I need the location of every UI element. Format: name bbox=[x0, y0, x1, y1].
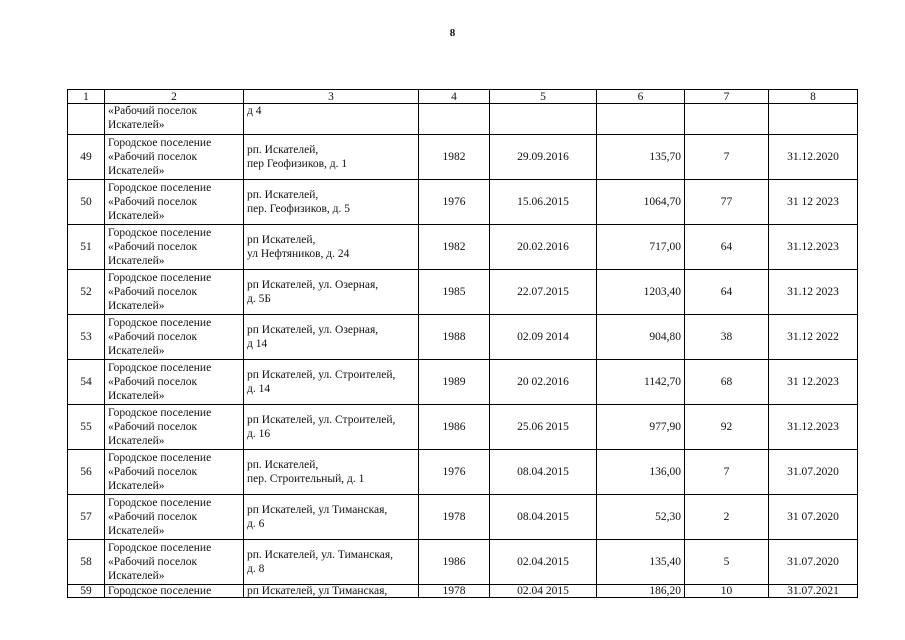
settlement-line: Городское поселение bbox=[108, 137, 212, 149]
cell-address bbox=[244, 450, 419, 495]
address-line: пер. Строительный, д. 1 bbox=[247, 473, 365, 485]
cell-num: 57 bbox=[68, 495, 105, 540]
cell-address bbox=[244, 135, 419, 180]
table-row bbox=[68, 315, 858, 360]
cell-year: 1976 bbox=[419, 450, 490, 495]
settlement-line: Искателей» bbox=[108, 570, 165, 582]
cell-num bbox=[68, 104, 105, 135]
settlement-line: Искателей» bbox=[108, 165, 165, 177]
table-row bbox=[68, 360, 858, 405]
address-line: д. 14 bbox=[247, 383, 271, 395]
cell-settlement bbox=[105, 405, 244, 450]
cell-num: 58 bbox=[68, 540, 105, 585]
settlement-line: «Рабочий поселок bbox=[108, 466, 198, 478]
cell-deadline: 31.12 2023 bbox=[769, 270, 858, 315]
cell-num: 56 bbox=[68, 450, 105, 495]
cell-area: 1203,40 bbox=[597, 270, 685, 315]
settlement-line: Искателей» bbox=[108, 119, 165, 131]
table-row bbox=[68, 495, 858, 540]
column-header-4: 4 bbox=[419, 90, 490, 104]
settlement-line: «Рабочий поселок bbox=[108, 556, 198, 568]
cell-area: 904,80 bbox=[597, 315, 685, 360]
cell-area: 135,40 bbox=[597, 540, 685, 585]
cell-count: 92 bbox=[685, 405, 769, 450]
cell-year: 1982 bbox=[419, 225, 490, 270]
cell-num: 54 bbox=[68, 360, 105, 405]
cell-settlement bbox=[105, 225, 244, 270]
cell-address bbox=[244, 225, 419, 270]
settlement-line: Городское поселение bbox=[108, 542, 212, 554]
settlement-line: Городское поселение bbox=[108, 182, 212, 194]
cell-date: 08.04.2015 bbox=[490, 450, 597, 495]
address-line: рп Искателей, ул Тиманская, bbox=[247, 504, 388, 516]
address-line: рп. Искателей, bbox=[247, 459, 319, 471]
cell-date: 25.06 2015 bbox=[490, 405, 597, 450]
cell-count: 5 bbox=[685, 540, 769, 585]
cell-count: 38 bbox=[685, 315, 769, 360]
cell-settlement bbox=[105, 135, 244, 180]
cell-settlement bbox=[105, 450, 244, 495]
settlement-line: Искателей» bbox=[108, 435, 165, 447]
column-header-3: 3 bbox=[244, 90, 419, 104]
address-line: рп. Искателей, bbox=[247, 189, 319, 201]
table-row-partial bbox=[68, 585, 858, 598]
cell-date: 02.04 2015 bbox=[490, 585, 597, 598]
cell-address bbox=[244, 270, 419, 315]
cell-year: 1982 bbox=[419, 135, 490, 180]
cell-address bbox=[244, 540, 419, 585]
table-header-row bbox=[68, 90, 858, 104]
cell-deadline: 31 07.2020 bbox=[769, 495, 858, 540]
cell-address bbox=[244, 495, 419, 540]
address-line: д. 5Б bbox=[247, 293, 271, 305]
settlement-line: Искателей» bbox=[108, 345, 165, 357]
settlement-line: «Рабочий поселок bbox=[108, 241, 198, 253]
cell-settlement bbox=[105, 104, 244, 135]
housing-registry-table bbox=[67, 89, 858, 598]
address-line: д. 16 bbox=[247, 428, 271, 440]
cell-area: 52,30 bbox=[597, 495, 685, 540]
cell-settlement bbox=[105, 360, 244, 405]
cell-area: 186,20 bbox=[597, 585, 685, 598]
cell-count: 77 bbox=[685, 180, 769, 225]
table-row bbox=[68, 405, 858, 450]
cell-settlement: Городское поселение bbox=[105, 585, 244, 598]
cell-date: 20 02.2016 bbox=[490, 360, 597, 405]
cell-date: 29.09.2016 bbox=[490, 135, 597, 180]
cell-date: 15.06.2015 bbox=[490, 180, 597, 225]
cell-count: 10 bbox=[685, 585, 769, 598]
cell-deadline: 31.07.2020 bbox=[769, 450, 858, 495]
cell-year: 1985 bbox=[419, 270, 490, 315]
address-line: д 14 bbox=[247, 338, 268, 350]
column-header-7: 7 bbox=[685, 90, 769, 104]
address-line: рп Искателей, ул. Строителей, bbox=[247, 414, 396, 426]
address-line: пер. Геофизиков, д. 5 bbox=[247, 203, 350, 215]
cell-count: 64 bbox=[685, 225, 769, 270]
cell-date: 22.07.2015 bbox=[490, 270, 597, 315]
settlement-line: «Рабочий поселок bbox=[108, 105, 198, 117]
cell-area: 977,90 bbox=[597, 405, 685, 450]
settlement-line: Городское поселение bbox=[108, 272, 212, 284]
cell-area: 135,70 bbox=[597, 135, 685, 180]
settlement-line: «Рабочий поселок bbox=[108, 196, 198, 208]
settlement-line: Искателей» bbox=[108, 210, 165, 222]
address-line: рп. Искателей, bbox=[247, 144, 319, 156]
cell-num: 55 bbox=[68, 405, 105, 450]
settlement-line: Городское поселение bbox=[108, 452, 212, 464]
cell-area: 136,00 bbox=[597, 450, 685, 495]
settlement-line: «Рабочий поселок bbox=[108, 286, 198, 298]
cell-year bbox=[419, 104, 490, 135]
address-line: рп Искателей, ул. Строителей, bbox=[247, 369, 396, 381]
cell-count: 7 bbox=[685, 450, 769, 495]
cell-settlement bbox=[105, 540, 244, 585]
table-row bbox=[68, 225, 858, 270]
settlement-line: «Рабочий поселок bbox=[108, 511, 198, 523]
settlement-line: Искателей» bbox=[108, 255, 165, 267]
cell-year: 1978 bbox=[419, 495, 490, 540]
column-header-2: 2 bbox=[105, 90, 244, 104]
cell-year: 1986 bbox=[419, 405, 490, 450]
address-line: пер Геофизиков, д. 1 bbox=[247, 158, 348, 170]
table-row-continuation bbox=[68, 104, 858, 135]
settlement-line: Городское поселение bbox=[108, 317, 212, 329]
cell-deadline: 31.12.2023 bbox=[769, 225, 858, 270]
settlement-line: Городское поселение bbox=[108, 497, 212, 509]
cell-num: 52 bbox=[68, 270, 105, 315]
address-line: д. 6 bbox=[247, 518, 265, 530]
cell-year: 1986 bbox=[419, 540, 490, 585]
cell-deadline: 31.12.2020 bbox=[769, 135, 858, 180]
cell-year: 1988 bbox=[419, 315, 490, 360]
address-line: ул Нефтяников, д. 24 bbox=[247, 248, 350, 260]
table-row bbox=[68, 135, 858, 180]
cell-address bbox=[244, 315, 419, 360]
cell-date bbox=[490, 104, 597, 135]
cell-address bbox=[244, 104, 419, 135]
cell-area: 1064,70 bbox=[597, 180, 685, 225]
cell-address bbox=[244, 180, 419, 225]
cell-num: 53 bbox=[68, 315, 105, 360]
settlement-line: Искателей» bbox=[108, 525, 165, 537]
address-line: рп. Искателей, ул. Тиманская, bbox=[247, 549, 394, 561]
cell-year: 1989 bbox=[419, 360, 490, 405]
cell-deadline: 31.12 2022 bbox=[769, 315, 858, 360]
cell-area: 717,00 bbox=[597, 225, 685, 270]
page-number: 8 bbox=[449, 27, 456, 39]
column-header-1: 1 bbox=[68, 90, 105, 104]
cell-settlement bbox=[105, 315, 244, 360]
settlement-line: Городское поселение bbox=[108, 407, 212, 419]
column-header-8: 8 bbox=[769, 90, 858, 104]
cell-date: 02.04.2015 bbox=[490, 540, 597, 585]
cell-count bbox=[685, 104, 769, 135]
cell-date: 02.09 2014 bbox=[490, 315, 597, 360]
address-line: рп Искателей, ул. Озерная, bbox=[247, 324, 379, 336]
address-line: рп Искателей, ул. Озерная, bbox=[247, 279, 379, 291]
cell-year: 1978 bbox=[419, 585, 490, 598]
settlement-line: «Рабочий поселок bbox=[108, 151, 198, 163]
cell-date: 08.04.2015 bbox=[490, 495, 597, 540]
column-header-6: 6 bbox=[597, 90, 685, 104]
settlement-line: Городское поселение bbox=[108, 227, 212, 239]
cell-year: 1976 bbox=[419, 180, 490, 225]
cell-num: 50 bbox=[68, 180, 105, 225]
table-row bbox=[68, 270, 858, 315]
cell-date: 20.02.2016 bbox=[490, 225, 597, 270]
cell-deadline: 31.07.2021 bbox=[769, 585, 858, 598]
cell-count: 68 bbox=[685, 360, 769, 405]
cell-num: 59 bbox=[68, 585, 105, 598]
column-header-5: 5 bbox=[490, 90, 597, 104]
cell-settlement bbox=[105, 270, 244, 315]
cell-num: 51 bbox=[68, 225, 105, 270]
cell-deadline: 31.07.2020 bbox=[769, 540, 858, 585]
cell-num: 49 bbox=[68, 135, 105, 180]
cell-deadline bbox=[769, 104, 858, 135]
cell-area: 1142,70 bbox=[597, 360, 685, 405]
cell-area bbox=[597, 104, 685, 135]
cell-address: рп Искателей, ул Тиманская, bbox=[244, 585, 419, 598]
cell-count: 7 bbox=[685, 135, 769, 180]
settlement-line: Искателей» bbox=[108, 390, 165, 402]
cell-settlement bbox=[105, 180, 244, 225]
settlement-line: Искателей» bbox=[108, 480, 165, 492]
cell-deadline: 31 12 2023 bbox=[769, 180, 858, 225]
cell-deadline: 31 12.2023 bbox=[769, 360, 858, 405]
settlement-line: Городское поселение bbox=[108, 362, 212, 374]
address-line: д. 8 bbox=[247, 563, 265, 575]
settlement-line: Искателей» bbox=[108, 300, 165, 312]
cell-count: 2 bbox=[685, 495, 769, 540]
cell-deadline: 31.12.2023 bbox=[769, 405, 858, 450]
table-row bbox=[68, 450, 858, 495]
settlement-line: «Рабочий поселок bbox=[108, 421, 198, 433]
cell-count: 64 bbox=[685, 270, 769, 315]
address-line: рп Искателей, bbox=[247, 234, 316, 246]
table-row bbox=[68, 180, 858, 225]
settlement-line: «Рабочий поселок bbox=[108, 331, 198, 343]
address-line: д 4 bbox=[247, 105, 262, 117]
cell-settlement bbox=[105, 495, 244, 540]
table-row bbox=[68, 540, 858, 585]
cell-address bbox=[244, 405, 419, 450]
cell-address bbox=[244, 360, 419, 405]
settlement-line: «Рабочий поселок bbox=[108, 376, 198, 388]
